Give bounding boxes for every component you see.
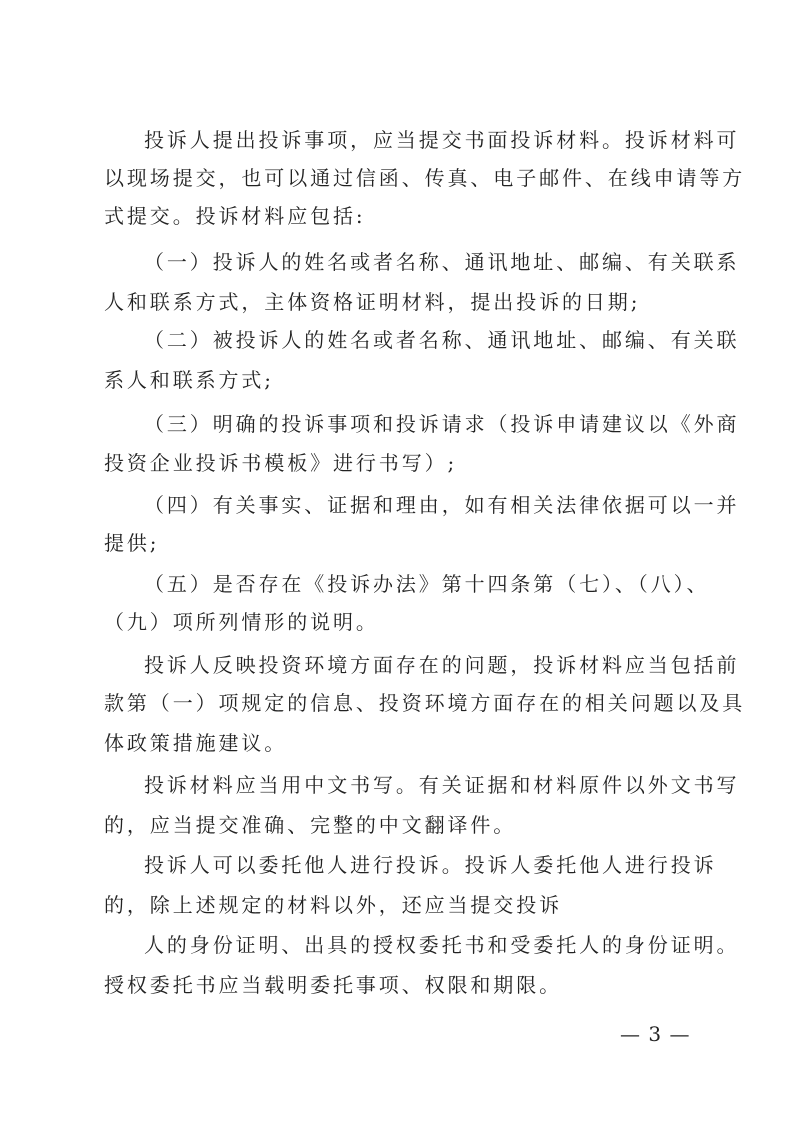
- text-line: 投诉人可以委托他人进行投诉。投诉人委托他人进行投诉: [144, 853, 717, 877]
- page-number: — 3 —: [620, 1022, 691, 1046]
- text-line: 人和联系方式，主体资格证明材料，提出投诉的日期;: [104, 290, 641, 314]
- text-line: （二）被投诉人的姓名或者名称、通讯地址、邮编、有关联: [144, 328, 740, 352]
- text-line: （三）明确的投诉事项和投诉请求（投诉申请建议以《外商: [144, 412, 740, 436]
- text-line: 授权委托书应当载明委托事项、权限和期限。: [104, 973, 562, 997]
- text-line: 投诉人提出投诉事项，应当提交书面投诉材料。投诉材料可: [144, 128, 740, 152]
- text-line: 式提交。投诉材料应包括:: [104, 204, 366, 228]
- text-line: 以现场提交，也可以通过信函、传真、电子邮件、在线申请等方: [104, 166, 746, 190]
- text-line: 体政策措施建议。: [104, 731, 288, 755]
- text-line: （五）是否存在《投诉办法》第十四条第（七）、（八）、: [144, 572, 710, 596]
- text-line: 的，除上述规定的材料以外，还应当提交投诉: [104, 893, 562, 917]
- text-line: 人的身份证明、出具的授权委托书和受委托人的身份证明。: [144, 933, 740, 957]
- text-line: 投诉材料应当用中文书写。有关证据和材料原件以外文书写: [144, 773, 740, 797]
- text-line: （九）项所列情形的说明。: [104, 610, 379, 634]
- text-line: 款第（一）项规定的信息、投资环境方面存在的相关问题以及具: [104, 691, 746, 715]
- text-line: 的，应当提交准确、完整的中文翻译件。: [104, 813, 517, 837]
- text-line: 提供;: [104, 531, 160, 555]
- text-line: 投资企业投诉书模板》进行书写）;: [104, 451, 458, 475]
- text-line: 投诉人反映投资环境方面存在的问题，投诉材料应当包括前: [144, 653, 740, 677]
- text-line: （一）投诉人的姓名或者名称、通讯地址、邮编、有关联系: [144, 250, 740, 274]
- text-line: 系人和联系方式;: [104, 368, 274, 392]
- text-line: （四）有关事实、证据和理由，如有相关法律依据可以一并: [144, 493, 740, 517]
